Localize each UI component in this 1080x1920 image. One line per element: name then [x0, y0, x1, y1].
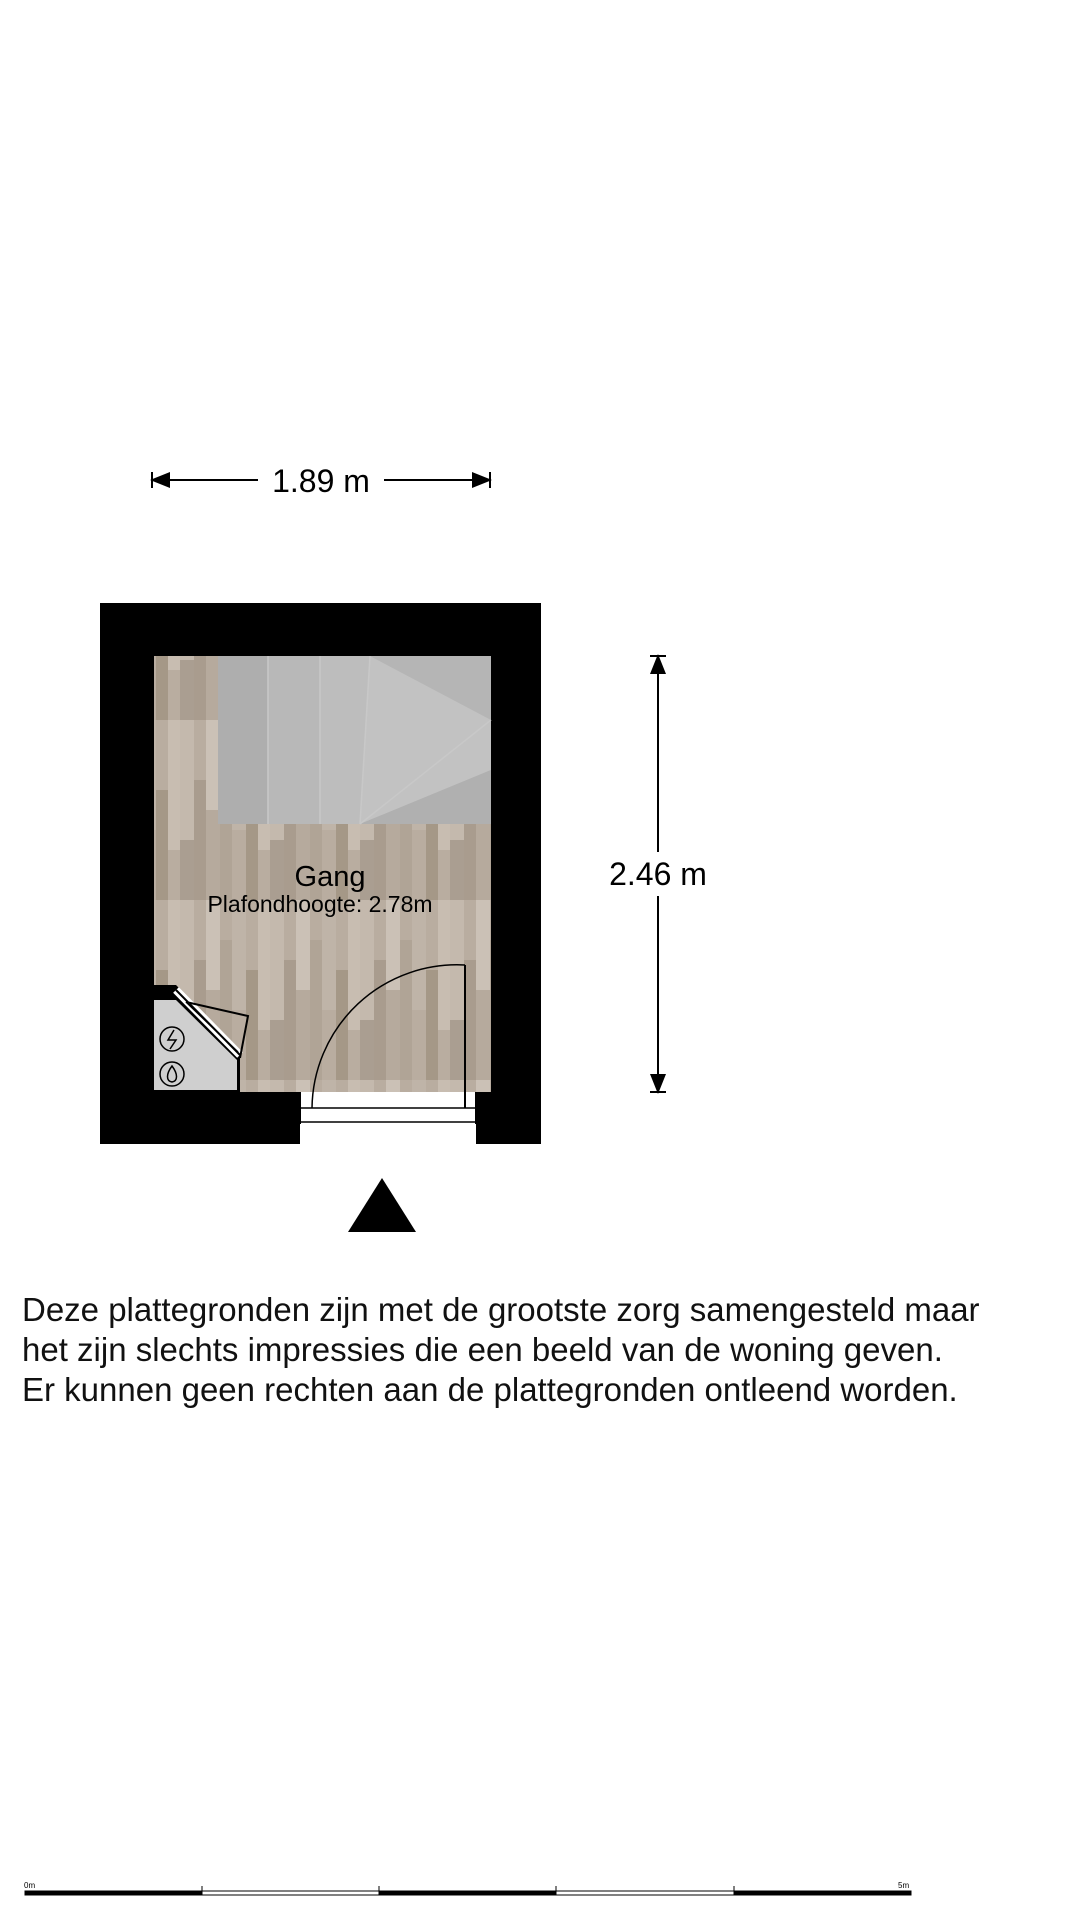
- disclaimer: [22, 1290, 1062, 1410]
- staircase: [218, 656, 491, 824]
- disclaimer-line: Er kunnen geen rechten aan de plattegronden ontleend worden.: [22, 1371, 958, 1408]
- scale-bar-end-label: 5m: [898, 1881, 910, 1890]
- room-name: Gang: [294, 861, 366, 893]
- scale-bar-segment: [734, 1891, 911, 1895]
- ceiling-height: Plafondhoogte: 2.78m: [207, 891, 433, 917]
- width-dimension: [152, 463, 490, 499]
- width-dimension-label: 1.89 m: [272, 463, 370, 499]
- scale-bar-segment: [25, 1891, 202, 1895]
- disclaimer-line: Deze plattegronden zijn met de grootste zorg samengesteld maar: [22, 1291, 980, 1328]
- scale-bar-segment: [379, 1891, 556, 1895]
- depth-dimension: [609, 656, 707, 1092]
- entrance-arrow-icon: [348, 1178, 416, 1232]
- scale-bar-start-label: 0m: [24, 1881, 36, 1890]
- depth-dimension-label: 2.46 m: [609, 856, 707, 892]
- disclaimer-line: het zijn slechts impressies die een beeld van de woning geven.: [22, 1331, 943, 1368]
- scale-bar: [24, 1881, 911, 1895]
